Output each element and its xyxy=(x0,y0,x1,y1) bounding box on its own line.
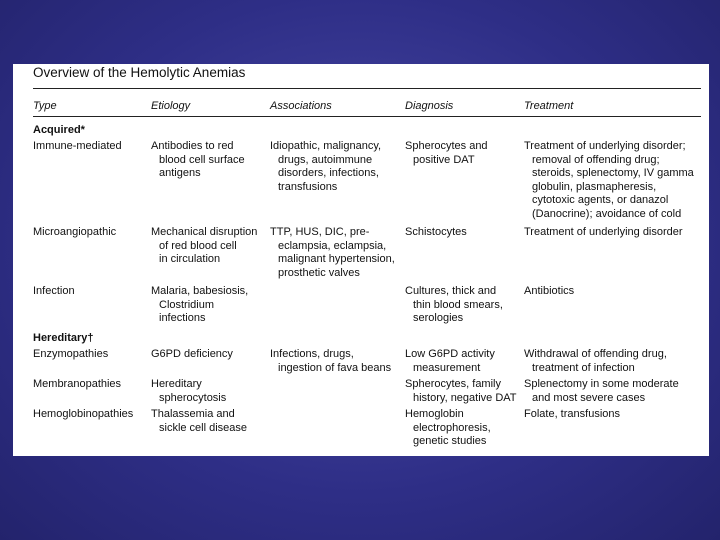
cell-line: Mechanical disruption xyxy=(151,226,258,238)
cell-diagnosis xyxy=(405,378,517,405)
cell-line: in circulation xyxy=(159,253,221,266)
cell-line: steroids, splenectomy, IV gamma xyxy=(532,167,694,180)
cell-line: Treatment of underlying disorder xyxy=(524,226,683,238)
header-etiology: Etiology xyxy=(151,100,191,112)
cell-line: sickle cell disease xyxy=(159,421,248,434)
cell-line: genetic studies xyxy=(413,435,487,448)
cell-treatment xyxy=(524,408,620,422)
cell-line: electrophoresis, xyxy=(413,421,491,434)
cell-line: transfusions xyxy=(278,180,338,193)
cell-etiology xyxy=(151,285,248,326)
cell-etiology xyxy=(151,140,245,181)
cell-type xyxy=(33,285,75,299)
cell-line: Spherocytes and xyxy=(405,140,488,152)
cell-line: spherocytosis xyxy=(159,391,227,404)
cell-line: Antibiotics xyxy=(524,285,575,297)
cell-diagnosis xyxy=(405,140,488,167)
cell-line: Cultures, thick and xyxy=(405,285,497,297)
cell-line: G6PD deficiency xyxy=(151,348,233,360)
cell-line: Hemoglobin xyxy=(405,408,464,420)
table-title: Overview of the Hemolytic Anemias xyxy=(33,65,246,80)
cell-treatment xyxy=(524,378,679,405)
cell-line: disorders, infections, xyxy=(278,167,379,180)
header-type: Type xyxy=(33,100,57,112)
header-associations: Associations xyxy=(270,100,332,112)
cell-line: Splenectomy in some moderate xyxy=(524,378,679,390)
cell-diagnosis xyxy=(405,226,467,240)
cell-line: Idiopathic, malignancy, xyxy=(270,140,382,152)
cell-line: positive DAT xyxy=(413,153,475,166)
cell-line: Withdrawal of offending drug, xyxy=(524,348,667,360)
cell-line: TTP, HUS, DIC, pre- xyxy=(270,226,370,238)
title-rule xyxy=(33,88,701,89)
cell-line: measurement xyxy=(413,361,481,374)
section-hereditary: Hereditary† xyxy=(33,332,94,344)
cell-line: Hereditary xyxy=(151,378,202,390)
cell-line: Schistocytes xyxy=(405,226,467,238)
cell-etiology xyxy=(151,408,247,435)
cell-type xyxy=(33,378,121,392)
cell-line: of red blood cell xyxy=(159,239,237,252)
cell-diagnosis xyxy=(405,348,495,375)
cell-line: Antibodies to red xyxy=(151,140,234,152)
cell-line: prosthetic valves xyxy=(278,266,360,279)
cell-line: Malaria, babesiosis, xyxy=(151,285,249,297)
table-panel xyxy=(13,64,709,456)
cell-treatment xyxy=(524,285,574,299)
cell-line: infections xyxy=(159,312,206,325)
cell-line: thin blood smears, xyxy=(413,298,503,311)
cell-associations xyxy=(270,348,391,375)
cell-line: Thalassemia and xyxy=(151,408,235,420)
cell-line: Low G6PD activity xyxy=(405,348,495,360)
header-rule xyxy=(33,116,701,117)
cell-diagnosis xyxy=(405,408,491,449)
cell-line: Hemoglobinopathies xyxy=(33,408,134,420)
cell-line: Enzymopathies xyxy=(33,348,109,360)
header-diagnosis: Diagnosis xyxy=(405,100,454,112)
cell-line: Infections, drugs, xyxy=(270,348,354,360)
cell-type xyxy=(33,408,133,422)
cell-associations xyxy=(270,140,381,194)
cell-line: removal of offending drug; xyxy=(532,153,660,166)
cell-treatment xyxy=(524,226,683,240)
section-acquired: Acquired* xyxy=(33,124,85,136)
cell-line: history, negative DAT xyxy=(413,391,517,404)
cell-treatment xyxy=(524,348,667,375)
cell-line: cytotoxic agents, or danazol xyxy=(532,194,669,207)
cell-line: antigens xyxy=(159,167,201,180)
cell-line: drugs, autoimmune xyxy=(278,153,373,166)
cell-line: Immune-mediated xyxy=(33,140,122,152)
cell-diagnosis xyxy=(405,285,503,326)
cell-line: Clostridium xyxy=(159,298,215,311)
cell-type xyxy=(33,348,108,362)
cell-line: eclampsia, eclampsia, xyxy=(278,239,387,252)
cell-line: Treatment of underlying disorder; xyxy=(524,140,686,152)
cell-line: serologies xyxy=(413,312,464,325)
cell-line: blood cell surface xyxy=(159,153,245,166)
cell-line: globulin, plasmapheresis, xyxy=(532,180,657,193)
header-treatment: Treatment xyxy=(524,100,574,112)
cell-line: Folate, transfusions xyxy=(524,408,620,420)
cell-line: malignant hypertension, xyxy=(278,253,395,266)
cell-treatment xyxy=(524,140,694,222)
cell-line: Spherocytes, family xyxy=(405,378,501,390)
cell-type xyxy=(33,140,122,154)
cell-etiology xyxy=(151,378,226,405)
cell-line: Membranopathies xyxy=(33,378,122,390)
cell-line: (Danocrine); avoidance of cold xyxy=(532,207,682,220)
cell-line: treatment of infection xyxy=(532,361,635,374)
cell-line: ingestion of fava beans xyxy=(278,361,392,374)
cell-type xyxy=(33,226,116,240)
cell-etiology xyxy=(151,348,233,362)
cell-line: Infection xyxy=(33,285,75,297)
cell-associations xyxy=(270,226,395,280)
cell-line: Microangiopathic xyxy=(33,226,117,238)
cell-etiology xyxy=(151,226,257,267)
cell-line: and most severe cases xyxy=(532,391,646,404)
